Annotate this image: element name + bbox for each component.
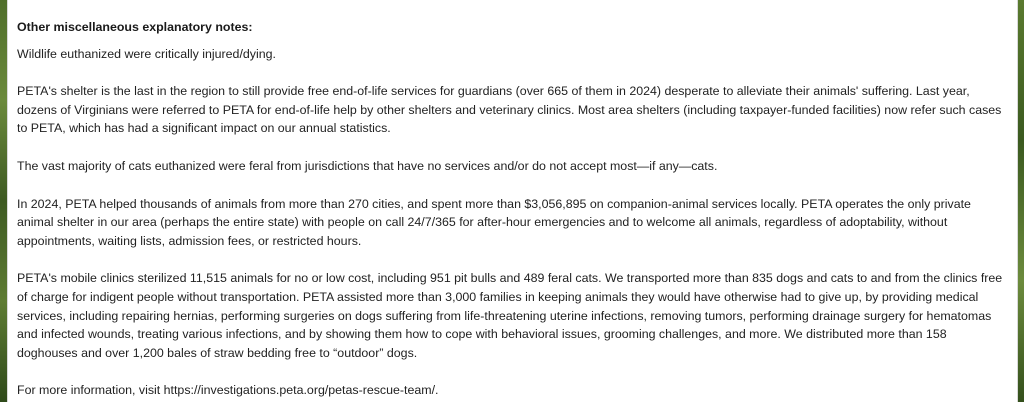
notes-heading: Other miscellaneous explanatory notes: <box>17 20 253 34</box>
note-more-information: For more information, visit https://investigations.peta.org/petas-rescue-team/. <box>17 383 439 398</box>
note-mobile-clinics: PETA's mobile clinics sterilized 11,515 animals for no or low cost, including 951 pit bulls and 489 feral cats. We transported more than 835 dogs and cats to and from the clinics free of charge for indigent people without transportation. PETA assisted more than 3,000 families in keeping animals they would have otherwise had to give up, by providing medical services, including repairing hernias, performing surgeries on dogs suffering from life-threatening uterine infections, removing tumors, performing drainage surgery for hematomas and infected wounds, treating various infections, and by showing them how to cope with behavioral issues, grooming challenges, and more. We distributed more than 158 doghouses and over 1,200 bales of straw bedding free to “outdoor” dogs. <box>17 271 1003 360</box>
notes-panel <box>7 0 1018 402</box>
right-background-edge <box>1018 0 1024 402</box>
note-wildlife: Wildlife euthanized were critically injured/dying. <box>17 46 276 61</box>
note-2024-services: In 2024, PETA helped thousands of animals from more than 270 cities, and spent more than $3,056,895 on companion-animal services locally. PETA operates the only private animal shelter in our area (perhaps the entire state) with people on call 24/7/365 for after-hour emergencies and to welcome all animals, regardless of adoptability, without appointments, waiting lists, admission fees, or restricted hours. <box>17 196 971 248</box>
left-background-edge <box>0 0 7 402</box>
note-feral-cats: The vast majority of cats euthanized were feral from jurisdictions that have no services and/or do not accept most—if any—cats. <box>17 158 718 173</box>
note-end-of-life-services: PETA's shelter is the last in the region to still provide free end-of-life services for guardians (over 665 of them in 2024) desperate to alleviate their animals' suffering. Last year, dozens of Virginians were referred to PETA for end-of-life help by other shelters and veterinary clinics. Most area shelters (including taxpayer-funded facilities) now refer such cases to PETA, which has had a significant impact on our annual statistics. <box>17 84 1002 136</box>
